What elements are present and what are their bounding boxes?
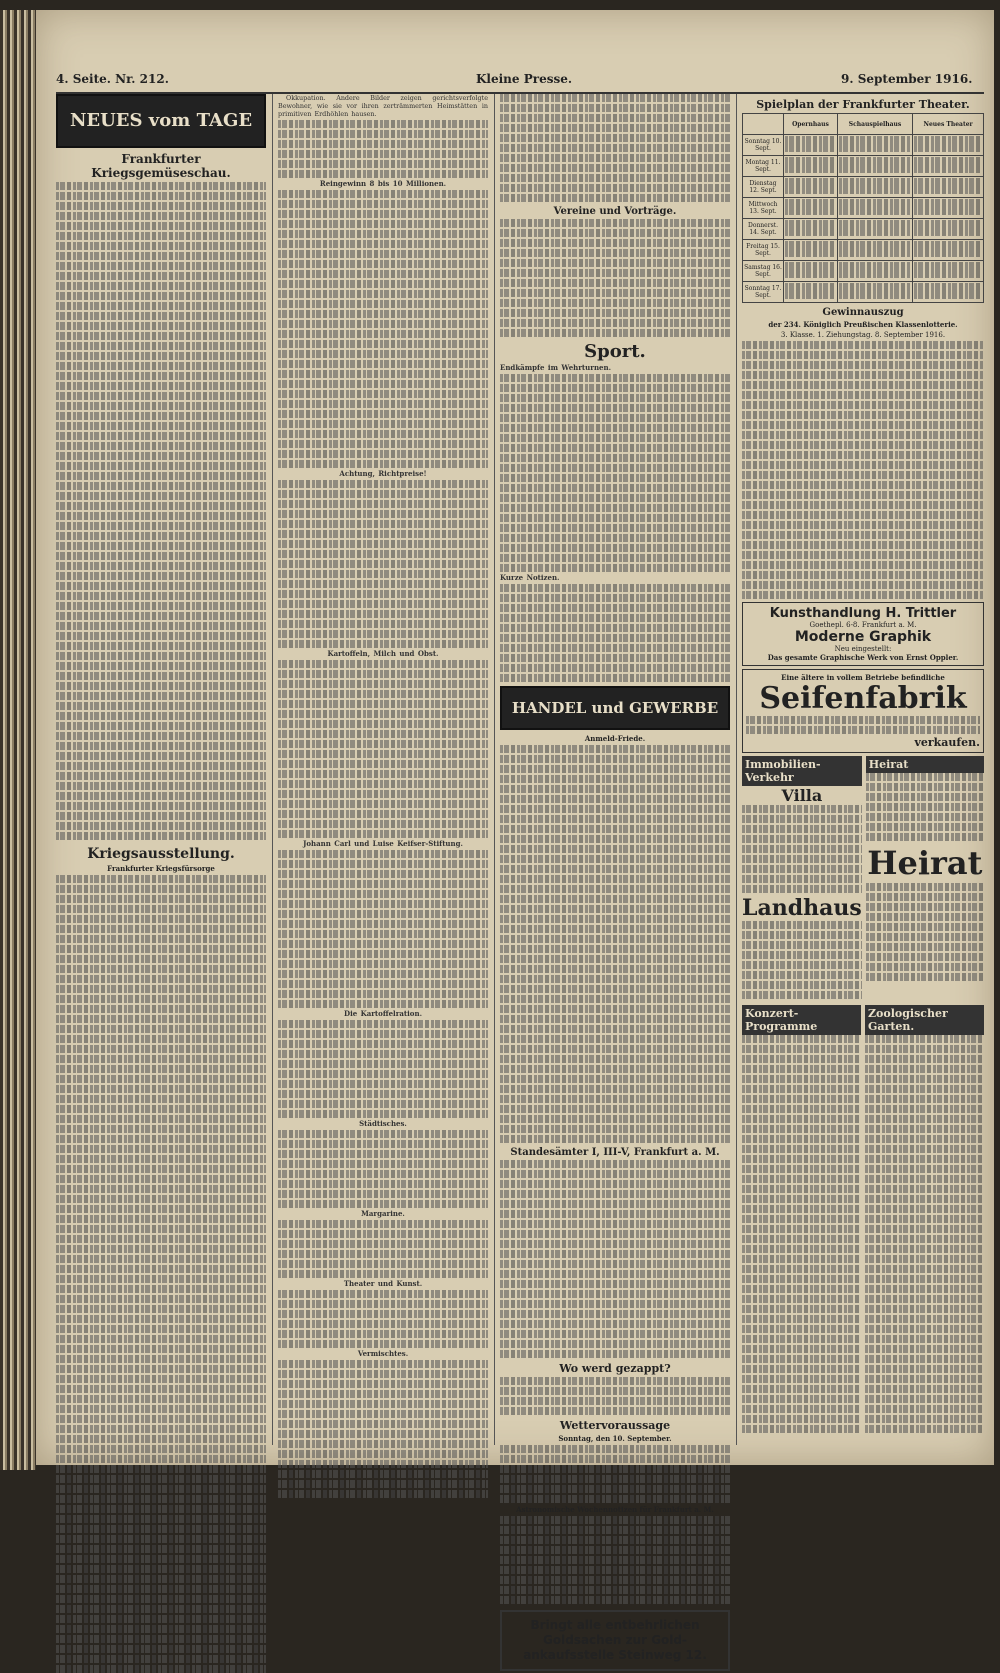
theater-day: Donnerst. 14. Sept.	[743, 219, 784, 240]
ad-headline: Seifenfabrik	[759, 681, 967, 716]
classified-header: Immobilien-Verkehr	[742, 756, 862, 786]
column-2	[278, 94, 488, 1454]
article-body	[56, 875, 266, 1673]
classified-header: Heirat	[866, 756, 984, 773]
section-heading: Sport.	[584, 341, 646, 362]
ad-text: Das gesamte Graphische Werk von Ernst Oppler.	[767, 653, 959, 662]
article-heading: Margarine.	[361, 1209, 405, 1218]
article-body	[500, 745, 730, 1143]
article-body	[500, 1160, 730, 1358]
article-heading: Anmeld-Friede.	[584, 734, 646, 743]
theater-day: Samstag 16. Sept.	[743, 261, 784, 282]
paper-title: Kleine Presse.	[476, 72, 573, 86]
programme-row	[742, 1005, 984, 1435]
section-heading: Wettervoraussage	[559, 1419, 671, 1432]
theater-day: Sonntag 17. Sept.	[743, 282, 784, 303]
newspaper-page	[36, 10, 994, 1662]
gold-ad-line: Bringt alle entbehrlichen	[530, 1618, 700, 1632]
ad-headline: Moderne Graphik	[794, 629, 932, 645]
article-heading: Achtung, Richtpreise!	[339, 469, 427, 478]
article-body	[56, 182, 266, 840]
article-heading: Städtisches.	[359, 1119, 407, 1128]
neues-vom-tage-logo: NEUES vom TAGE	[56, 94, 266, 148]
classified-header: Konzert-Programme	[742, 1005, 861, 1035]
article-heading: Theater und Kunst.	[343, 1279, 423, 1288]
ad-headline: Villa	[781, 786, 823, 805]
article-heading: Frankfurter Kriegsgemüseschau.	[91, 152, 231, 180]
trittler-ad	[742, 602, 984, 666]
column-divider	[736, 94, 737, 1445]
article-body	[500, 94, 730, 202]
immobilien-section	[742, 756, 862, 1001]
sport-lead: Endkämpfe im Wehrturnen.	[500, 363, 612, 372]
ad-text: Eine ältere in vollem Betriebe befindliche	[781, 673, 945, 682]
seifenfabrik-ad	[742, 669, 984, 753]
column-1	[56, 94, 266, 1454]
article-body	[500, 1377, 730, 1415]
article-subheading: Frankfurter Kriegsfürsorge	[107, 864, 215, 873]
lottery-subtitle: der 234. Königlich Preußischen Klassenlotterie.	[768, 320, 958, 329]
book-spine	[0, 10, 36, 1470]
section-heading: Standesämter I, III-V, Frankfurt a. M.	[510, 1147, 720, 1158]
page-number: 4. Seite. Nr. 212.	[56, 72, 169, 86]
zoo-section	[865, 1005, 984, 1435]
article-heading: Reingewinn 8 bis 10 Millionen.	[319, 179, 447, 188]
theater-day: Dienstag 12. Sept.	[743, 177, 784, 198]
konzert-section	[742, 1005, 861, 1435]
article-body	[500, 219, 730, 337]
ad-title: Kunsthandlung H. Trittler	[769, 606, 957, 621]
article-body	[500, 1445, 730, 1503]
weather-date: Sonntag, den 10. September.	[558, 1434, 672, 1443]
column-4	[742, 94, 984, 1454]
page-date: 9. September 1916.	[841, 72, 973, 86]
theater-day: Montag 11. Sept.	[743, 156, 784, 177]
ad-text: Neu eingestellt:	[834, 645, 892, 653]
article-body	[500, 364, 730, 682]
theater-schedule	[742, 113, 984, 303]
gold-ad-line: ankaufsstelle Steinweg 12.	[523, 1648, 707, 1662]
theater-title: Spielplan der Frankfurter Theater.	[756, 98, 970, 111]
ad-headline: Heirat	[867, 844, 983, 882]
theater-col: Opernhaus	[784, 114, 838, 135]
astro-heading: Astronomische Wochennotizen für Frankfurt a. M.	[516, 1505, 714, 1514]
article-heading: Kartoffeln, Milch und Obst.	[327, 649, 439, 658]
gold-ad-line: Goldsachen zur Gold-	[543, 1633, 687, 1647]
classified-header: Zoologischer Garten.	[865, 1005, 984, 1035]
lottery-line: 3. Klasse. 1. Ziehungstag. 8. September 1916.	[780, 331, 946, 339]
lottery-title: Gewinnauszug	[822, 307, 904, 318]
theater-day: Freitag 15. Sept.	[743, 240, 784, 261]
theater-day: Sonntag 10. Sept.	[743, 135, 784, 156]
ad-address: Goethepl. 6-8. Frankfurt a. M.	[809, 621, 917, 629]
classifieds-row	[742, 756, 984, 1001]
ad-headline: Landhaus	[742, 895, 862, 921]
article-body	[278, 94, 488, 1498]
section-heading: Wo werd gezappt?	[559, 1362, 671, 1375]
article-lead: Okkupation. Andere Bilder zeigen gerichtsverfolgte Bewohner, wie sie vor ihren zerträmmerten Heimstätten in primitiven Erdhöhlen hausen.	[278, 94, 488, 118]
theater-col: Neues Theater	[913, 114, 984, 135]
theater-day: Mittwoch 13. Sept.	[743, 198, 784, 219]
theater-col: Schauspielhaus	[837, 114, 912, 135]
column-divider	[494, 94, 495, 1445]
gold-ad	[500, 1610, 730, 1671]
column-3	[500, 94, 730, 1662]
astro-table	[500, 1516, 730, 1604]
article-heading: Die Kartoffelration.	[344, 1009, 422, 1018]
sport-notice: Kurze Notizen.	[500, 573, 560, 582]
section-heading: Vereine und Vorträge.	[553, 206, 677, 217]
column-divider	[272, 94, 273, 1445]
ad-text: verkaufen.	[914, 736, 980, 749]
heirat-section	[866, 756, 984, 1001]
article-heading: Kriegsausstellung.	[87, 846, 235, 862]
handel-gewerbe-logo: HANDEL und GEWERBE	[500, 686, 730, 730]
article-heading: Vermischtes.	[357, 1349, 409, 1358]
lottery-numbers	[742, 341, 984, 599]
article-heading: Johann Carl und Luise Keifser-Stiftung.	[303, 839, 463, 848]
